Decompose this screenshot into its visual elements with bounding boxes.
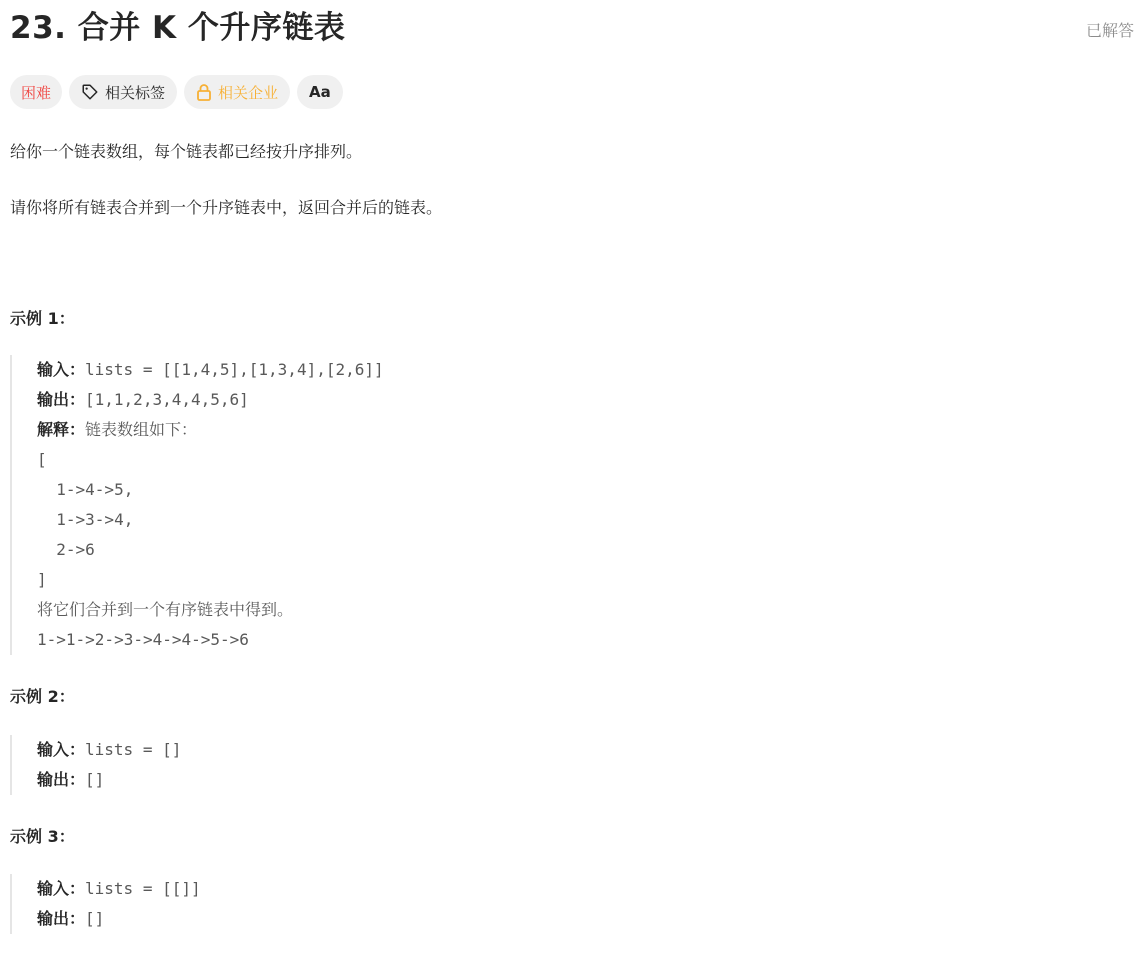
example-3-input	[37, 874, 201, 904]
description-paragraph-1: 给你一个链表数组，每个链表都已经按升序排列。	[10, 142, 363, 161]
example-2-block	[10, 735, 181, 795]
example-2-title: 示例 2：	[10, 687, 75, 706]
explain-line: 将它们合并到一个有序链表中得到。	[37, 600, 294, 619]
explain-line: 1->4->5,	[37, 480, 134, 499]
topics-tag-button[interactable]	[69, 75, 177, 109]
output-value: []	[85, 770, 105, 789]
example-2-output	[37, 765, 181, 795]
example-1-block	[10, 355, 384, 655]
output-value: [1,1,2,3,4,4,5,6]	[85, 390, 249, 409]
example-2-input	[37, 735, 181, 765]
companies-tag-label: 相关企业	[218, 83, 279, 102]
problem-title: 23. 合并 K 个升序链表	[10, 10, 346, 46]
tag-icon	[81, 83, 99, 101]
example-1-title: 示例 1：	[10, 309, 75, 328]
translate-icon: Aa	[309, 83, 331, 101]
input-value: lists = []	[85, 740, 182, 759]
solved-status: 已解答	[1085, 21, 1134, 40]
lock-icon	[196, 83, 212, 101]
output-label: 输出：	[37, 909, 86, 928]
explain-line: 1->1->2->3->4->4->5->6	[37, 630, 249, 649]
example-1-output	[37, 385, 384, 415]
input-label: 输入：	[37, 740, 86, 759]
output-label: 输出：	[37, 390, 86, 409]
input-label: 输入：	[37, 879, 86, 898]
explain-line: 2->6	[37, 540, 95, 559]
tag-row	[10, 75, 343, 109]
example-1-explain	[37, 415, 384, 445]
example-3-title: 示例 3：	[10, 827, 75, 846]
explain-line: ]	[37, 570, 47, 589]
example-1-input	[37, 355, 384, 385]
description-paragraph-2: 请你将所有链表合并到一个升序链表中，返回合并后的链表。	[10, 198, 443, 217]
difficulty-badge[interactable]	[10, 75, 62, 109]
example-3-output	[37, 904, 201, 934]
explain-label: 解释：	[37, 420, 86, 439]
example-3-block	[10, 874, 201, 934]
translate-button[interactable]	[297, 75, 343, 109]
input-value: lists = [[]]	[85, 879, 201, 898]
input-value: lists = [[1,4,5],[1,3,4],[2,6]]	[85, 360, 384, 379]
companies-tag-button[interactable]	[184, 75, 290, 109]
output-label: 输出：	[37, 770, 86, 789]
explain-line: 1->3->4,	[37, 510, 134, 529]
output-value: []	[85, 909, 105, 928]
input-label: 输入：	[37, 360, 86, 379]
topics-tag-label: 相关标签	[105, 83, 166, 102]
explain-line: [	[37, 450, 47, 469]
explain-text: 链表数组如下：	[85, 420, 198, 439]
difficulty-label: 困难	[21, 83, 52, 102]
